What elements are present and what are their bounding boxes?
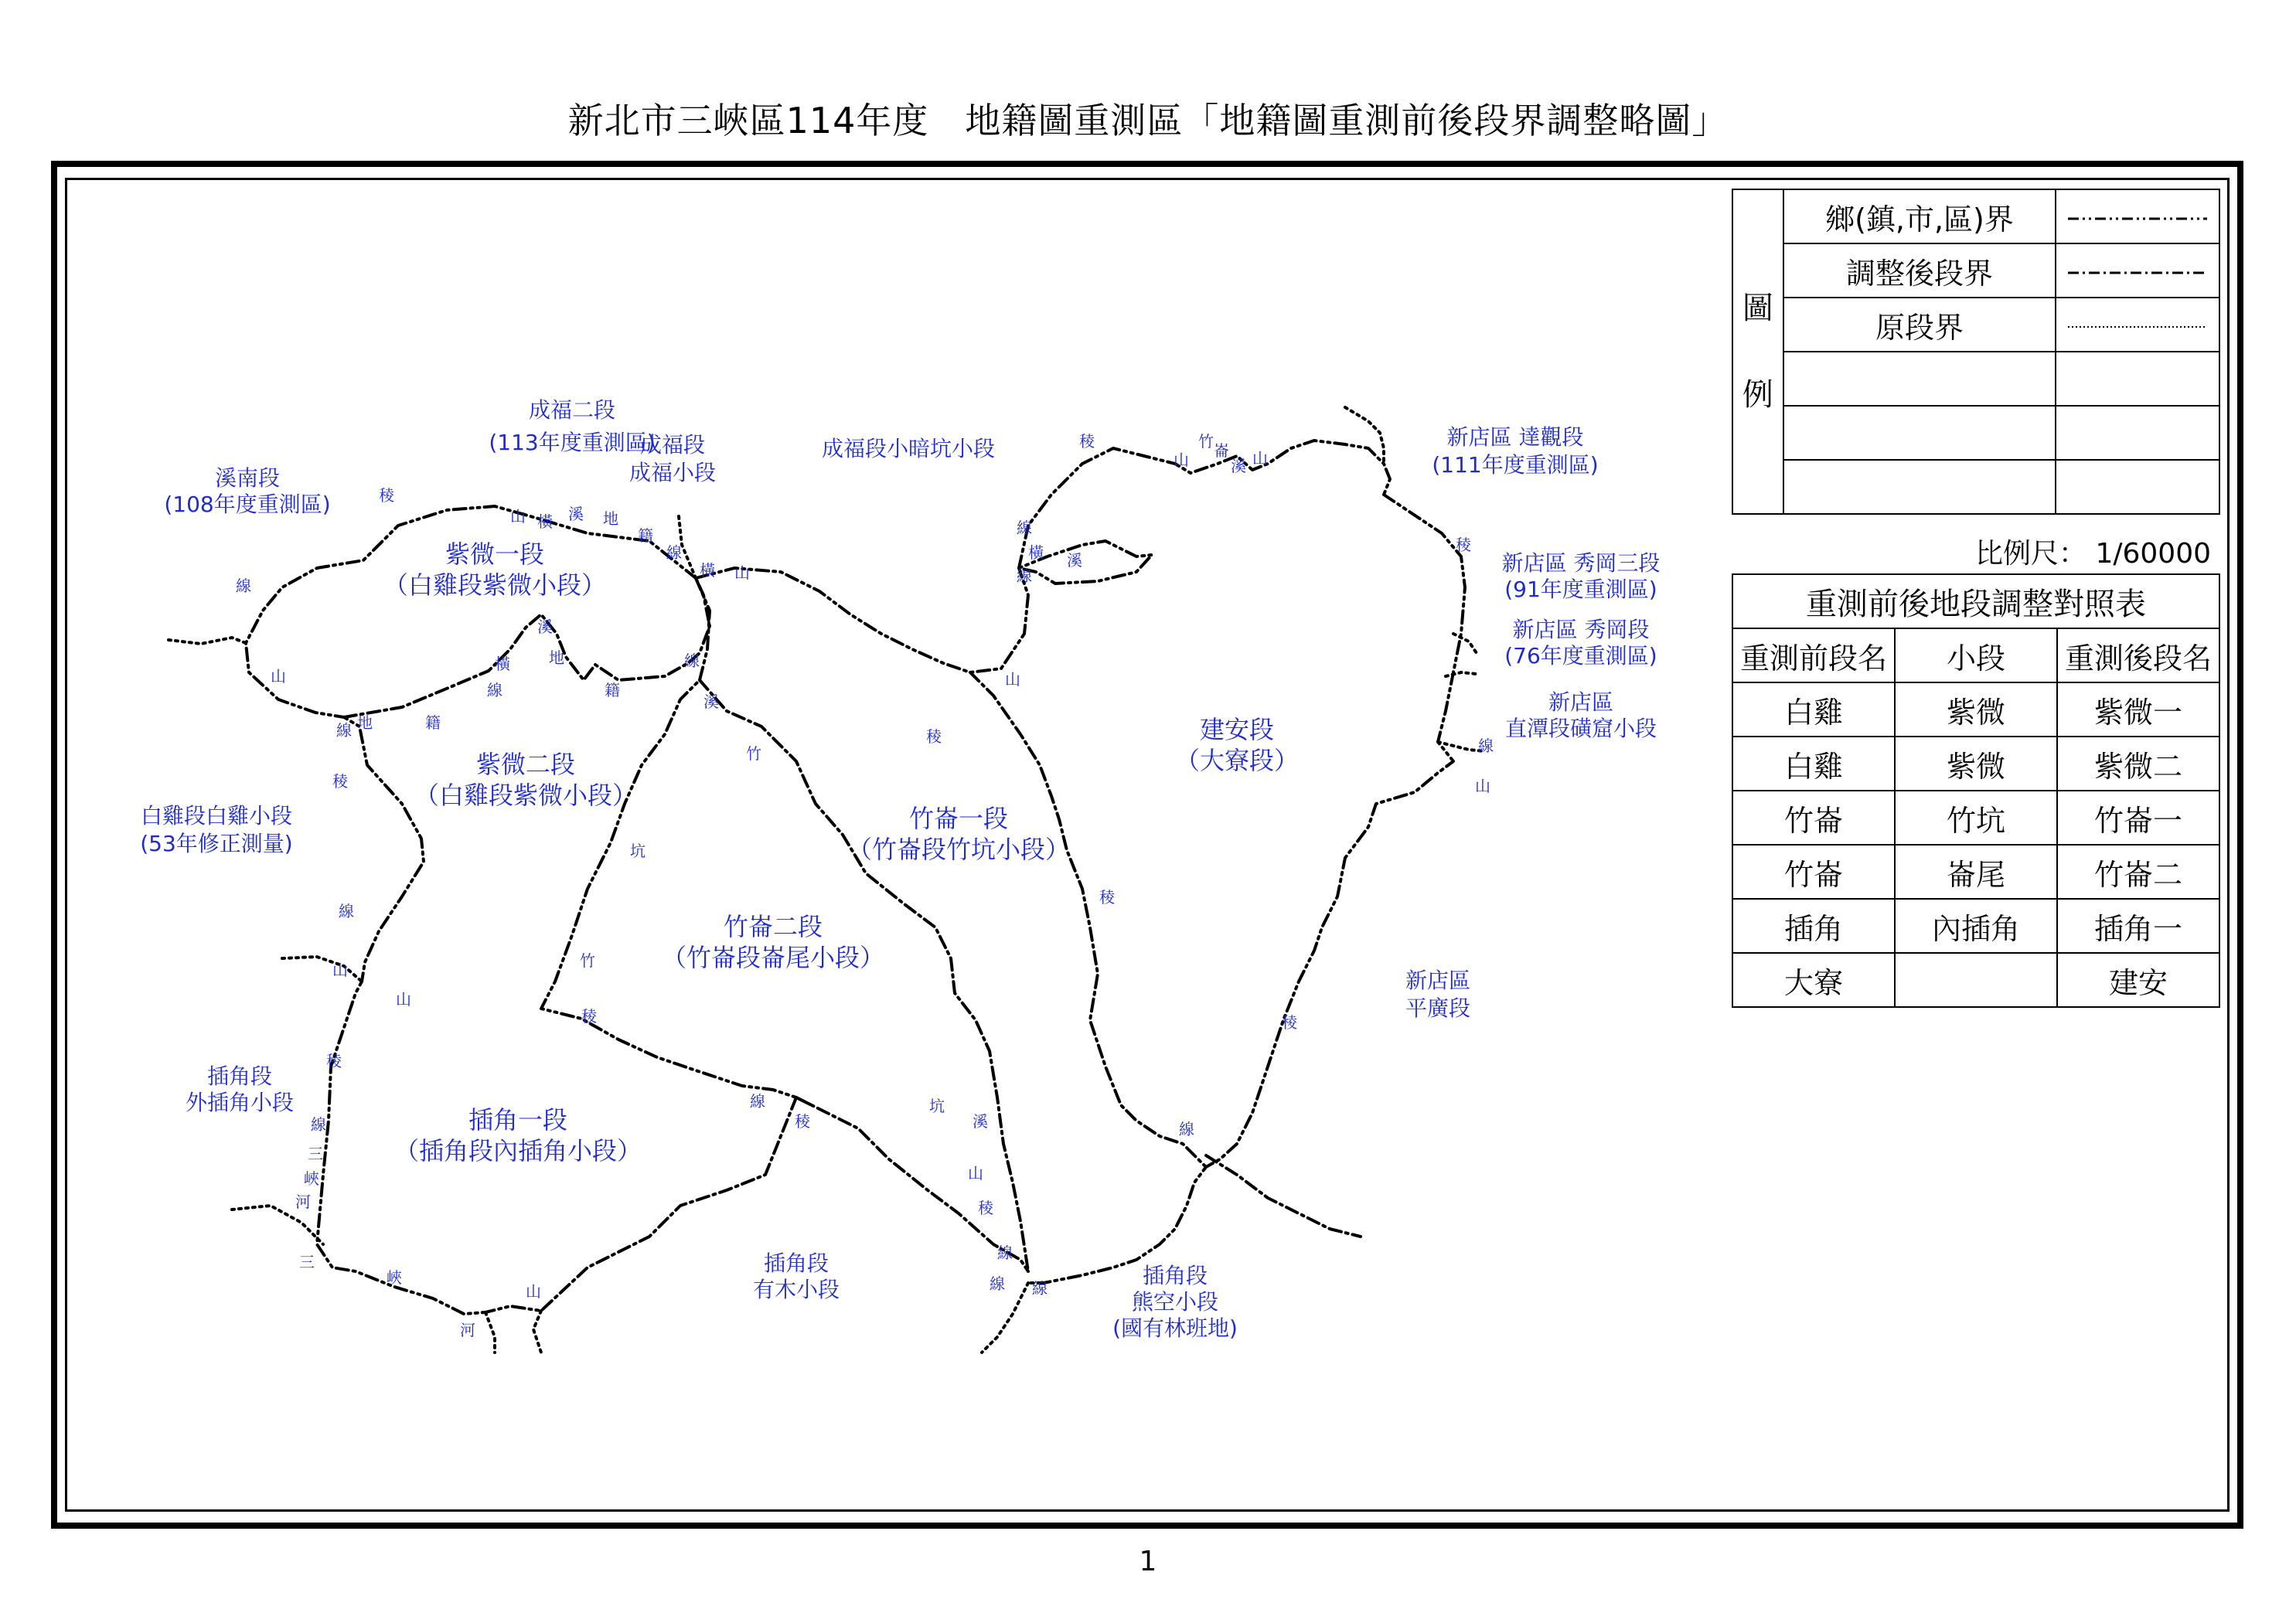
section-label-chajiao-1: 插角一段 xyxy=(468,1105,568,1135)
boundary-mark: 竹 xyxy=(580,951,595,970)
legend-label-empty xyxy=(1783,460,2056,514)
boundary-mark: 坑 xyxy=(630,842,646,860)
boundary-line xyxy=(970,672,1206,1167)
lookup-table-title: 重測前後地段調整對照表 xyxy=(1732,574,2219,628)
boundary-mark: 線 xyxy=(236,577,251,595)
boundary-mark: 籍 xyxy=(638,526,653,545)
boundary-mark: 線 xyxy=(997,1244,1013,1262)
river-line xyxy=(533,1311,541,1352)
section-label-xinan: 溪南段 xyxy=(214,465,281,491)
boundary-mark: 崙 xyxy=(1214,441,1229,460)
section-label-jianan: 建安段 xyxy=(1199,715,1275,744)
boundary-mark: 線 xyxy=(990,1274,1005,1293)
map-scale: 比例尺： 1/60000 xyxy=(1975,538,2211,570)
map-title: 新北市三峽區114年度 地籍圖重測區「地籍圖重測前後段界調整略圖」 xyxy=(567,100,1729,141)
boundary-mark: 山 xyxy=(510,507,526,526)
lookup-cell-old-section: 竹崙 xyxy=(1732,845,1895,899)
lookup-cell-subsection: 紫微 xyxy=(1895,737,2057,791)
boundary-mark: 籍 xyxy=(425,713,441,732)
section-label-baiji: (53年修正測量) xyxy=(140,831,293,856)
legend-title xyxy=(1732,189,1783,514)
boundary-mark: 稜 xyxy=(379,486,394,505)
legend-title-char-1: 圖 xyxy=(1742,291,1773,326)
boundary-mark: 線 xyxy=(666,543,682,562)
boundary-line xyxy=(246,506,696,1314)
section-label-chengfu: 成福小段 xyxy=(629,460,717,485)
section-label-ziwei-2: （白雞段紫微小段） xyxy=(414,781,638,810)
legend-label-original-boundary: 原段界 xyxy=(1783,298,2056,352)
legend-sample-adjusted-boundary xyxy=(2056,243,2219,298)
section-label-ziwei-1: 紫微一段 xyxy=(445,539,545,569)
section-label-zhulun-1: （竹崙段竹坑小段） xyxy=(847,835,1071,864)
legend-table xyxy=(1732,189,2220,515)
page-number: 1 xyxy=(1139,1546,1157,1577)
river-line xyxy=(982,1283,1028,1352)
boundary-mark: 溪 xyxy=(973,1112,988,1131)
boundary-mark: 峽 xyxy=(387,1268,402,1287)
boundary-mark: 坑 xyxy=(929,1097,945,1115)
section-label-chengfu-2: 成福二段 xyxy=(528,397,616,423)
section-label-xiongkong: 熊空小段 xyxy=(1131,1289,1219,1315)
boundary-mark: 線 xyxy=(339,902,354,920)
table-row xyxy=(1732,953,2219,1007)
boundary-mark: 溪 xyxy=(1231,457,1246,475)
boundary-mark: 稜 xyxy=(1079,432,1095,451)
section-label-ziwei-2: 紫微二段 xyxy=(475,750,576,779)
lookup-header: 重測後段名 xyxy=(2057,628,2219,682)
boundary-mark: 線 xyxy=(311,1115,326,1134)
legend-label-county-boundary: 鄉(鎮,市,區)界 xyxy=(1783,189,2056,243)
section-label-dagua: (111年度重測區) xyxy=(1432,452,1599,478)
section-label-chengfu-2: (113年度重測區) xyxy=(489,430,656,455)
boundary-line xyxy=(1028,495,1465,1283)
lookup-header: 重測前段名 xyxy=(1732,628,1895,682)
table-row xyxy=(1732,791,2219,845)
lookup-header: 小段 xyxy=(1895,628,2057,682)
boundary-mark: 稜 xyxy=(795,1112,810,1131)
boundary-mark: 溪 xyxy=(1067,551,1082,570)
boundary-mark: 溪 xyxy=(537,618,553,636)
lookup-cell-subsection: 紫微 xyxy=(1895,682,2057,737)
section-label-chengfu: 成福段 xyxy=(639,432,706,458)
lookup-cell-old-section: 插角 xyxy=(1732,899,1895,953)
boundary-mark: 河 xyxy=(295,1193,311,1211)
boundary-mark: 地 xyxy=(357,713,373,732)
boundary-mark: 山 xyxy=(734,563,750,582)
section-label-xiugang-3: 新店區 秀岡三段 xyxy=(1501,550,1661,576)
lookup-cell-subsection: 竹坑 xyxy=(1895,791,2057,845)
boundary-mark: 稜 xyxy=(978,1199,993,1217)
boundary-mark: 稜 xyxy=(326,1052,342,1070)
lookup-cell-subsection: 崙尾 xyxy=(1895,845,2057,899)
section-label-chengfu-xiaoankeng: 成福段小暗坑小段 xyxy=(821,436,996,461)
boundary-mark: 地 xyxy=(549,648,564,667)
section-label-dagua: 新店區 達觀段 xyxy=(1446,424,1584,450)
legend-label-adjusted-boundary: 調整後段界 xyxy=(1783,243,2056,298)
table-row xyxy=(1732,737,2219,791)
lookup-cell-new-section: 建安 xyxy=(2057,953,2219,1007)
boundary-line xyxy=(796,1097,1028,1271)
legend-sample-empty xyxy=(2056,406,2219,460)
section-label-youmu: 有木小段 xyxy=(752,1277,840,1302)
legend-sample-original-boundary xyxy=(2056,298,2219,352)
boundary-mark: 竹 xyxy=(1198,432,1214,451)
section-label-pingguang: 平廣段 xyxy=(1405,995,1471,1021)
section-lookup-table xyxy=(1732,573,2220,1008)
section-label-zhitan: 新店區 xyxy=(1548,689,1614,715)
section-label-ziwei-1: （白雞段紫微小段） xyxy=(383,570,607,600)
boundary-mark: 線 xyxy=(750,1092,765,1111)
legend-label-empty xyxy=(1783,352,2056,406)
river-line xyxy=(169,638,246,644)
boundary-mark: 稜 xyxy=(581,1007,597,1026)
legend-label-empty xyxy=(1783,406,2056,460)
river-line xyxy=(485,1312,495,1352)
boundary-mark: 山 xyxy=(271,667,286,686)
river-line xyxy=(1446,672,1477,676)
section-label-xiugang: 新店區 秀岡段 xyxy=(1512,617,1650,642)
table-row xyxy=(1732,682,2219,737)
section-label-zhulun-1: 竹崙一段 xyxy=(908,804,1009,833)
lookup-cell-old-section: 白雞 xyxy=(1732,737,1895,791)
boundary-mark: 稜 xyxy=(1456,536,1471,554)
legend-sample-empty xyxy=(2056,352,2219,406)
boundary-mark: 峽 xyxy=(304,1169,319,1188)
table-row xyxy=(1732,899,2219,953)
boundary-mark: 山 xyxy=(968,1164,983,1182)
boundary-mark: 山 xyxy=(1005,670,1020,689)
boundary-mark: 線 xyxy=(336,721,352,740)
section-label-zhitan: 直潭段磺窟小段 xyxy=(1504,716,1657,741)
boundary-mark: 線 xyxy=(1017,519,1032,537)
boundary-mark: 三 xyxy=(299,1253,315,1271)
river-line xyxy=(1345,407,1384,464)
lookup-cell-old-section: 白雞 xyxy=(1732,682,1895,737)
boundary-mark: 橫 xyxy=(537,512,553,531)
boundary-mark: 竹 xyxy=(746,744,761,763)
boundary-mark: 籍 xyxy=(605,681,620,699)
lookup-cell-new-section: 竹崙一 xyxy=(2057,791,2219,845)
boundary-mark: 橫 xyxy=(700,561,715,580)
river-line xyxy=(1206,1155,1361,1237)
river-line xyxy=(232,1206,323,1244)
table-row xyxy=(1732,845,2219,899)
boundary-mark: 山 xyxy=(526,1282,541,1301)
boundary-line xyxy=(696,541,1152,672)
boundary-line xyxy=(541,578,812,1105)
section-label-wai-chajiao: 插角段 xyxy=(206,1063,273,1089)
lookup-cell-subsection xyxy=(1895,953,2057,1007)
lookup-cell-new-section: 紫微一 xyxy=(2057,682,2219,737)
boundary-mark: 山 xyxy=(1174,451,1189,469)
section-label-xiugang-3: (91年度重測區) xyxy=(1504,577,1657,602)
legend-title-char-2: 例 xyxy=(1742,377,1773,413)
boundary-mark: 山 xyxy=(1475,777,1490,795)
boundary-mark: 橫 xyxy=(1028,543,1044,562)
lookup-cell-new-section: 紫微二 xyxy=(2057,737,2219,791)
section-label-xiongkong: (國有林班地) xyxy=(1112,1315,1238,1341)
section-label-baiji: 白雞段白雞小段 xyxy=(140,803,293,829)
section-label-zhulun-2: （竹崙段崙尾小段） xyxy=(661,943,885,972)
boundary-mark: 稜 xyxy=(1282,1013,1297,1032)
boundary-mark: 溪 xyxy=(568,505,584,523)
boundary-mark: 線 xyxy=(1017,567,1032,585)
section-label-chajiao-1: （插角段內插角小段） xyxy=(393,1136,642,1165)
boundary-mark: 線 xyxy=(1032,1279,1048,1298)
boundary-mark: 線 xyxy=(684,652,700,670)
boundary-mark: 山 xyxy=(1252,449,1268,468)
boundary-mark: 稜 xyxy=(332,772,348,791)
boundary-mark: 地 xyxy=(603,509,618,528)
boundary-mark: 三 xyxy=(308,1145,323,1163)
lookup-cell-new-section: 竹崙二 xyxy=(2057,845,2219,899)
boundary-mark: 線 xyxy=(1478,737,1494,755)
legend-sample-county-boundary xyxy=(2056,189,2219,243)
lookup-cell-old-section: 竹崙 xyxy=(1732,791,1895,845)
lookup-cell-new-section: 插角一 xyxy=(2057,899,2219,953)
section-label-youmu: 插角段 xyxy=(763,1250,829,1276)
boundary-mark: 線 xyxy=(487,681,502,699)
boundary-mark: 山 xyxy=(332,961,348,979)
boundary-mark: 稜 xyxy=(926,727,942,746)
section-label-xiugang: (76年度重測區) xyxy=(1504,643,1657,669)
boundary-mark: 線 xyxy=(1179,1120,1194,1138)
boundary-mark: 山 xyxy=(396,990,411,1009)
section-label-pingguang: 新店區 xyxy=(1405,968,1471,993)
section-label-xiongkong: 插角段 xyxy=(1142,1263,1208,1288)
lookup-cell-old-section: 大寮 xyxy=(1732,953,1895,1007)
section-label-xinan: (108年度重測區) xyxy=(164,492,331,517)
boundary-mark: 橫 xyxy=(495,655,510,673)
section-label-zhulun-2: 竹崙二段 xyxy=(723,912,823,941)
boundary-mark: 溪 xyxy=(703,692,719,711)
section-label-jianan: （大寮段） xyxy=(1174,746,1300,775)
lookup-cell-subsection: 內插角 xyxy=(1895,899,2057,953)
legend-sample-empty xyxy=(2056,460,2219,514)
boundary-mark: 河 xyxy=(460,1321,475,1339)
section-label-wai-chajiao: 外插角小段 xyxy=(185,1090,295,1115)
river-line xyxy=(282,957,362,982)
boundary-mark: 稜 xyxy=(1099,888,1115,907)
